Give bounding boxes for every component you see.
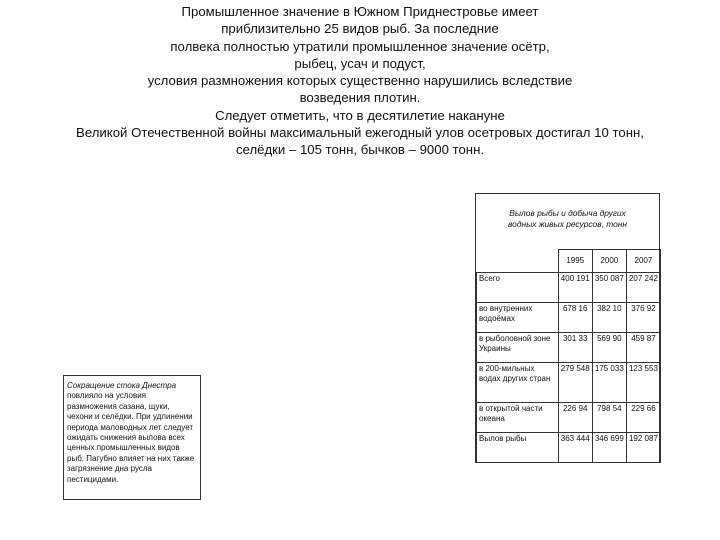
- intro-text: [20, 3, 700, 159]
- sidebar-text: повлияло на условия размножения сазана, щуки, чехони и селёдки. При удлинении периода маловодных лет следует ожидать снижения вылова всех ценных промышленных видов рыб. Пагубно влияет на них также загрязнение дна русла пестицидами.: [67, 391, 195, 484]
- table-caption-line: Вылов рыбы и добыча других: [509, 208, 626, 218]
- cell-value: 123 553: [626, 363, 660, 403]
- sidebar-note: [63, 375, 201, 500]
- table-row: [477, 433, 661, 463]
- intro-line: рыбец, усач и подуст,: [294, 55, 426, 71]
- table-row: [477, 303, 661, 333]
- table-row: [477, 363, 661, 403]
- cell-value: 382 10: [592, 303, 626, 333]
- cell-value: 376 92: [626, 303, 660, 333]
- table-caption-line: водных живых ресурсов, тонн: [507, 219, 628, 229]
- table-caption: [476, 208, 659, 230]
- row-label: во внутренних водоёмах: [477, 303, 559, 333]
- cell-value: 229 66: [626, 403, 660, 433]
- intro-line: возведения плотин.: [299, 90, 421, 106]
- cell-value: 678 16: [558, 303, 592, 333]
- cell-value: 798 54: [592, 403, 626, 433]
- year-header: 2007: [626, 250, 660, 273]
- cell-value: 346 699: [592, 433, 626, 463]
- row-label: в рыболовной зоне Украины: [477, 333, 559, 363]
- intro-line: Великой Отечественной войны максимальный ежегодный улов осетровых достигал 10 тонн,: [76, 125, 644, 141]
- year-header: 2000: [592, 250, 626, 273]
- cell-value: 301 33: [558, 333, 592, 363]
- sidebar-emphasis: Сокращение стока Днестра: [67, 381, 177, 390]
- year-header: 1995: [558, 250, 592, 273]
- intro-line: селёдки – 105 тонн, бычков – 9000 тонн.: [235, 142, 485, 158]
- table-header-row: [477, 250, 661, 273]
- row-label: Всего: [477, 273, 559, 303]
- cell-value: 459 87: [626, 333, 660, 363]
- intro-line: условия размножения которых существенно нарушились вследствие: [147, 73, 573, 89]
- intro-line: приблизительно 25 видов рыб. За последние: [221, 21, 499, 37]
- cell-value: 569 90: [592, 333, 626, 363]
- cell-value: 226 94: [558, 403, 592, 433]
- table-row: [477, 333, 661, 363]
- table-row: [477, 403, 661, 433]
- cell-value: 350 087: [592, 273, 626, 303]
- cell-value: 279 548: [558, 363, 592, 403]
- cell-value: 192 087: [626, 433, 660, 463]
- catch-table: [476, 249, 661, 463]
- table-row: [477, 273, 661, 303]
- intro-line: Промышленное значение в Южном Приднестровье имеет: [181, 4, 539, 19]
- row-label: в 200-мильных водах других стран: [477, 363, 559, 403]
- cell-value: 207 242: [626, 273, 660, 303]
- cell-value: 400 191: [558, 273, 592, 303]
- header-empty-cell: [477, 250, 559, 273]
- row-label: Вылов рыбы: [477, 433, 559, 463]
- row-label: в открытой части океана: [477, 403, 559, 433]
- intro-line: полвека полностью утратили промышленное значение осётр,: [170, 38, 550, 54]
- cell-value: 175 033: [592, 363, 626, 403]
- cell-value: 363 444: [558, 433, 592, 463]
- intro-line: Следует отметить, что в десятилетие накануне: [215, 107, 505, 123]
